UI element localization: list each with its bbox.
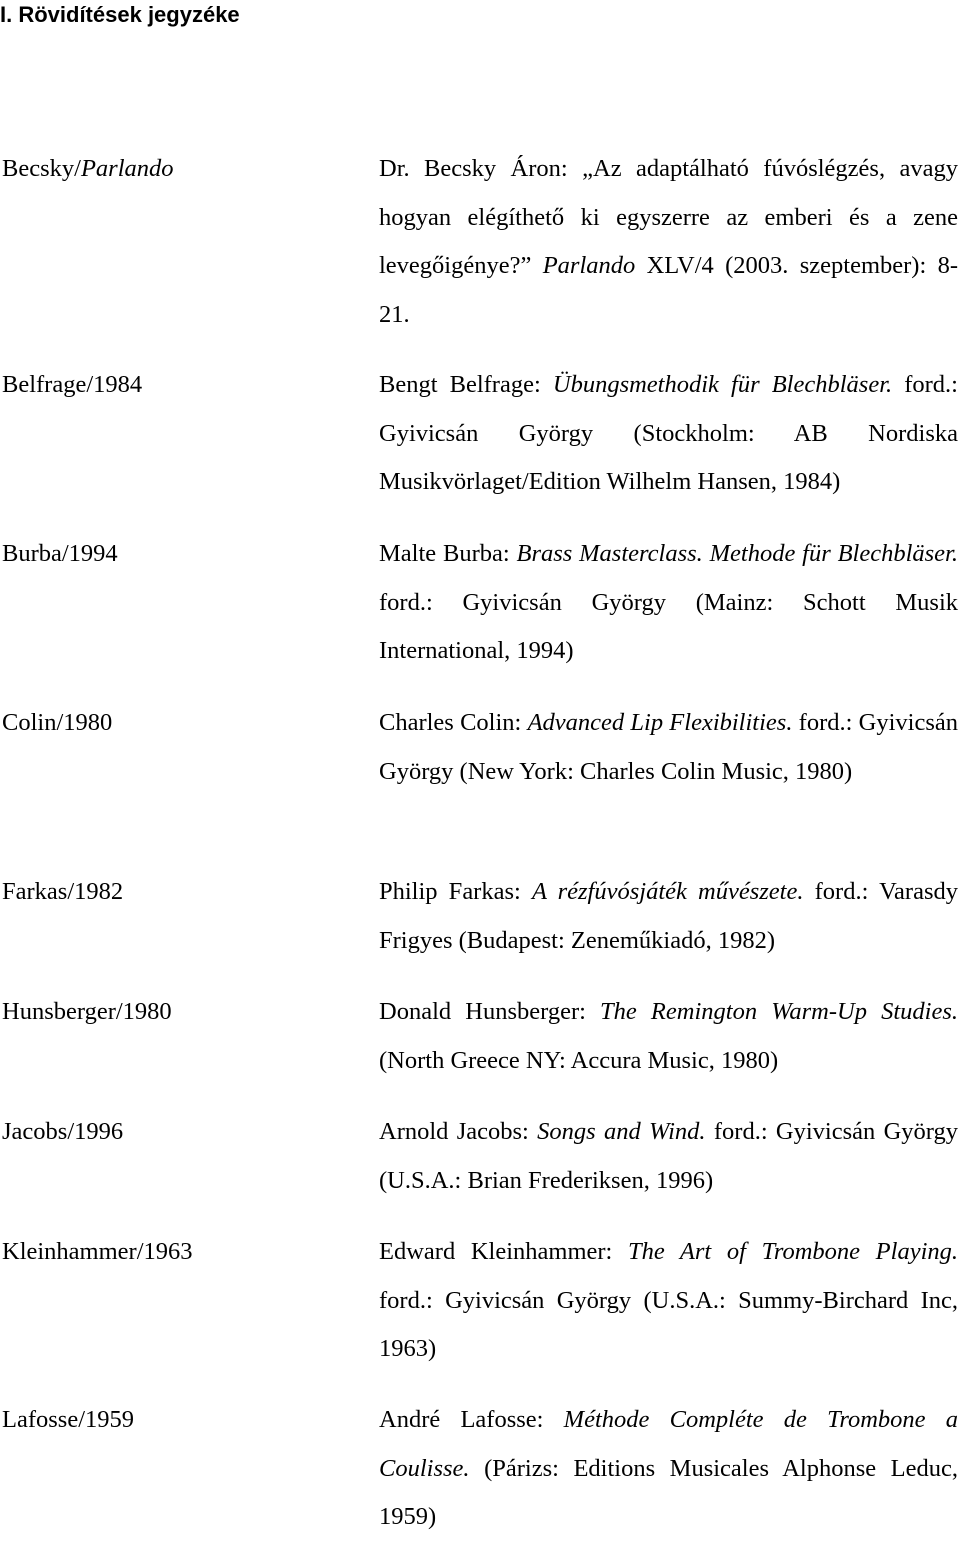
reference-text: Arnold Jacobs: Songs and Wind. ford.: Gyivicsán György (U.S.A.: Brian Frederiksen, 1996) [379, 1118, 958, 1194]
abbreviation-key: Belfrage/1984 [2, 371, 143, 398]
abbreviation-key: Becsky/Parlando [2, 155, 174, 182]
reference-text: Bengt Belfrage: Übungsmethodik für Blechbläser. ford.: Gyivicsán György (Stockholm: AB Nordiska Musikvörlaget/Edition Wilhelm Hansen, 1984) [379, 371, 958, 495]
reference-text: Charles Colin: Advanced Lip Flexibilities. ford.: Gyivicsán György (New York: Charles Colin Music, 1980) [379, 709, 959, 785]
abbreviation-key: Jacobs/1996 [2, 1118, 124, 1145]
reference-text: Philip Farkas: A rézfúvósjáték művészete. ford.: Varasdy Frigyes (Budapest: Zeneműkiadó, 1982) [379, 878, 958, 954]
reference-text: Edward Kleinhammer: The Art of Trombone Playing. ford.: Gyivicsán György (U.S.A.: Summy-Birchard Inc, 1963) [379, 1238, 959, 1362]
reference-text: Dr. Becsky Áron: „Az adaptálható fúvóslégzés, avagy hogyan elégíthető ki egyszerre az emberi és a zene levegőigénye?” Parlando XLV/4 (2003. szeptember): 8-21. [379, 155, 958, 328]
abbreviation-key: Hunsberger/1980 [2, 998, 172, 1025]
reference-text: Malte Burba: Brass Masterclass. Methode für Blechbläser. ford.: Gyivicsán György (Mainz: Schott Musik International, 1994) [379, 540, 959, 664]
abbreviation-key: Kleinhammer/1963 [2, 1238, 193, 1265]
abbreviation-key: Burba/1994 [2, 540, 118, 567]
reference-text: André Lafosse: Méthode Compléte de Trombone a Coulisse. (Párizs: Editions Musicales Alphonse Leduc, 1959) [379, 1406, 958, 1530]
reference-text: Donald Hunsberger: The Remington Warm-Up Studies. (North Greece NY: Accura Music, 1980) [379, 998, 958, 1074]
abbreviation-key: Farkas/1982 [2, 878, 124, 905]
page-heading: I. Rövidítések jegyzéke [0, 2, 240, 27]
abbreviation-key: Colin/1980 [2, 709, 113, 736]
abbreviation-key: Lafosse/1959 [2, 1406, 134, 1433]
